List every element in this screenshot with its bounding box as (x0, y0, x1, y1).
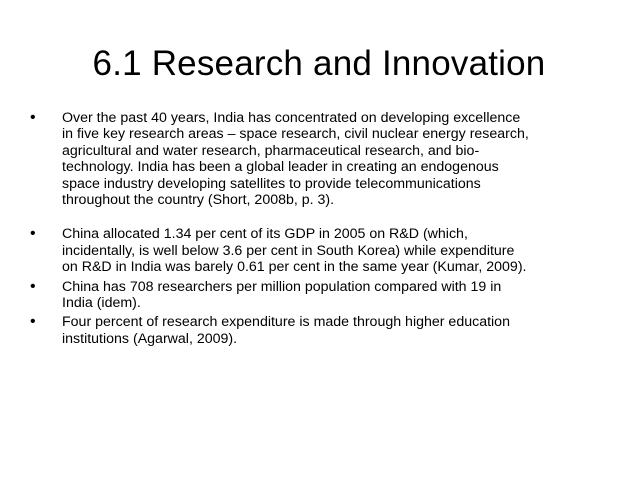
bullet-text: Over the past 40 years, India has concentrated on developing excellence in five key research areas – space research, civil nuclear energy research, agricultural and water research, pharmaceutical research, and bio- technology. India has been a global leader in creating an endogenous space industry developing satellites to provide telecommunications throughout the country (Short, 2008b, p. 3). (62, 110, 529, 209)
bullet-icon: • (30, 313, 36, 331)
bullet-text: China allocated 1.34 per cent of its GDP in 2005 on R&D (which, incidentally, is well below 3.6 per cent in South Korea) while expenditure on R&D in India was barely 0.61 per cent in the same year (Kumar, 2009). (62, 226, 527, 276)
bullet-icon: • (30, 277, 36, 295)
bullet-item (30, 110, 615, 208)
bullet-text: China has 708 researchers per million population compared with 19 in India (idem). (62, 278, 502, 312)
bullet-text: Four percent of research expenditure is made through higher education institutions (Agarwal, 2009). (62, 314, 510, 347)
bullet-item (30, 226, 615, 275)
bullet-icon: • (30, 225, 36, 243)
bullet-item (30, 279, 615, 312)
slide-title: 6.1 Research and Innovation (92, 44, 546, 83)
bullet-item (30, 314, 615, 347)
bullet-icon: • (30, 109, 36, 126)
bullet-list (30, 110, 615, 347)
